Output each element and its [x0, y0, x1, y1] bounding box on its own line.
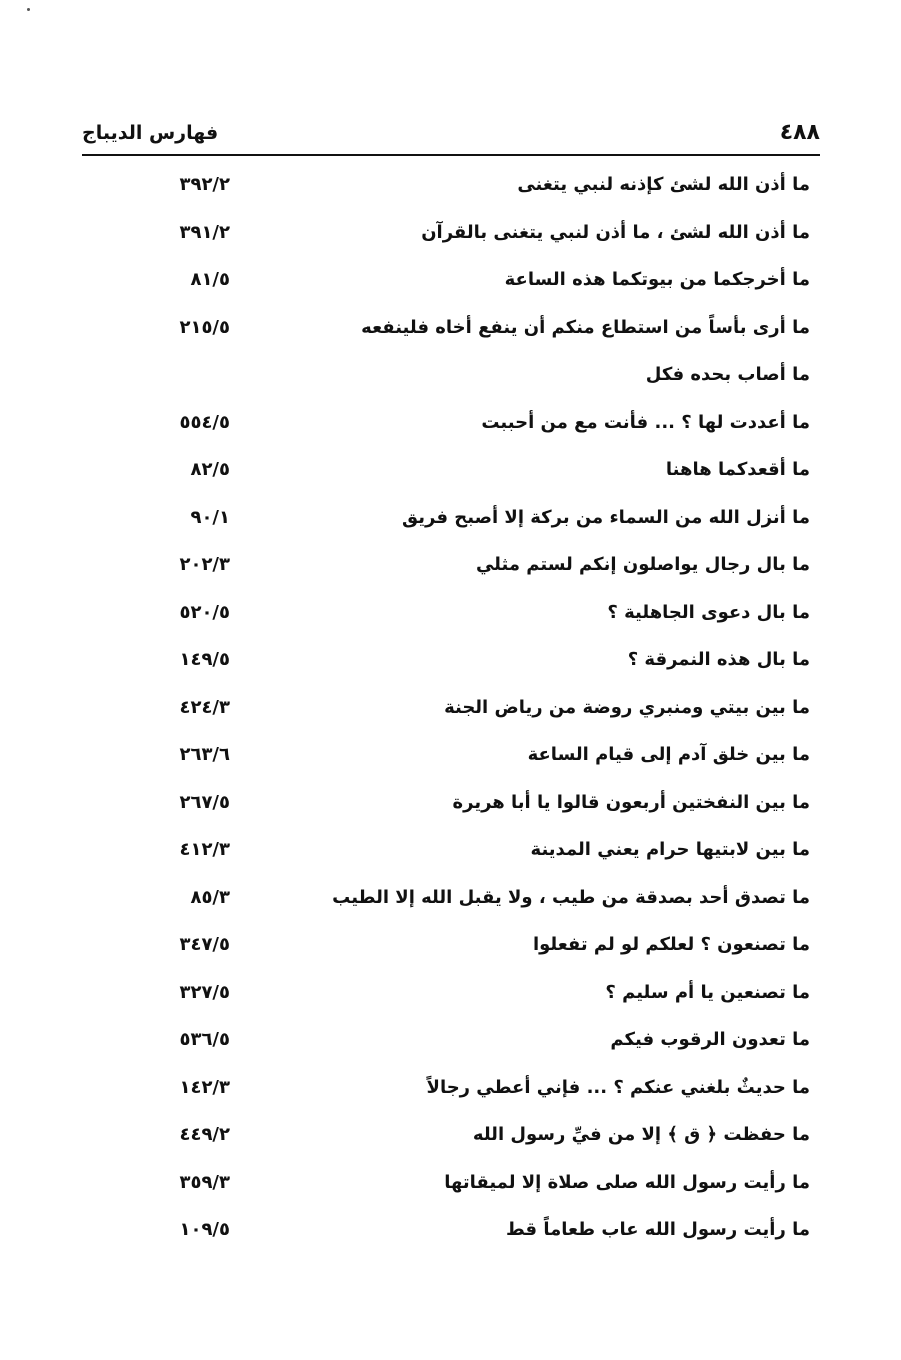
entry-text: ما بين لابتيها حرام يعني المدينة [530, 839, 810, 860]
running-title: فهارس الديباج [82, 122, 219, 144]
entry-reference: ٥٥٤/٥ [179, 411, 230, 433]
index-entry [110, 784, 810, 832]
entry-reference: ٨١/٥ [190, 269, 230, 290]
index-entry [110, 1164, 810, 1212]
index-entry [110, 974, 810, 1022]
entry-text: ما أصاب بحده فكل [645, 364, 810, 385]
entry-reference: ٨٢/٥ [190, 459, 230, 480]
entry-text: ما تصدق أحد بصدقة من طيب ، ولا يقبل الله إلا الطيب [332, 886, 810, 908]
entry-reference: ٤٤٩/٢ [179, 1124, 230, 1145]
entry-reference: ٢٠٢/٣ [179, 554, 230, 575]
index-entry [110, 356, 810, 404]
index-entry [110, 594, 810, 642]
index-entry [110, 499, 810, 547]
page-number: ٤٨٨ [779, 120, 820, 145]
entry-text: ما بال هذه النمرقة ؟ [627, 649, 810, 670]
index-entry [110, 309, 810, 357]
entry-text: ما تعدون الرقوب فيكم [610, 1029, 810, 1050]
index-entry [110, 879, 810, 927]
entry-reference: ١٤٩/٥ [179, 649, 230, 670]
entry-text: ما أذن الله لشئ كإذنه لنبي يتغنى [517, 174, 810, 195]
entry-text: ما رأيت رسول الله صلى صلاة إلا لميقاتها [444, 1171, 810, 1193]
entry-reference: ٣٩٢/٢ [179, 174, 230, 195]
entry-text: ما تصنعين يا أم سليم ؟ [605, 981, 810, 1003]
entry-reference: ٢١٥/٥ [179, 316, 230, 338]
index-entry [110, 214, 810, 262]
entry-text: ما بين خلق آدم إلى قيام الساعة [527, 744, 810, 765]
entry-reference: ٥٢٠/٥ [179, 601, 230, 623]
index-entry [110, 1069, 810, 1117]
index-entry [110, 926, 810, 974]
index-entry [110, 1116, 810, 1164]
index-entry [110, 261, 810, 309]
index-entry [110, 641, 810, 689]
entry-text: ما تصنعون ؟ لعلكم لو لم تفعلوا [532, 934, 810, 955]
entry-reference: ٢٦٣/٦ [179, 744, 230, 765]
entry-reference: ٥٣٦/٥ [179, 1029, 230, 1050]
entry-text: ما بال دعوى الجاهلية ؟ [607, 601, 810, 623]
entry-text: ما بين النفختين أربعون قالوا يا أبا هريرة [452, 791, 810, 813]
entry-text: ما أذن الله لشئ ، ما أذن لنبي يتغنى بالقرآن [421, 221, 810, 243]
entry-text: ما أرى بأساً من استطاع منكم أن ينفع أخاه فلينفعه [361, 316, 810, 338]
entry-text: ما أنزل الله من السماء من بركة إلا أصبح فريق [402, 506, 810, 528]
entry-reference: ٣٤٧/٥ [179, 934, 230, 955]
page-header [82, 120, 820, 150]
entry-text: ما حفظت ﴿ ق ﴾ إلا من فيِّ رسول الله [472, 1124, 810, 1145]
index-entry [110, 831, 810, 879]
index-entry [110, 1021, 810, 1069]
index-entry [110, 404, 810, 452]
scan-speck [27, 8, 30, 11]
index-entries-list [110, 166, 810, 1259]
entry-text: ما أخرجكما من بيوتكما هذه الساعة [504, 269, 810, 290]
entry-reference: ١٠٩/٥ [179, 1219, 230, 1240]
index-entry [110, 546, 810, 594]
index-entry [110, 689, 810, 737]
entry-reference: ٣٩١/٢ [179, 221, 230, 243]
header-divider [82, 154, 820, 156]
entry-text: ما بين بيتي ومنبري روضة من رياض الجنة [444, 696, 810, 718]
entry-reference: ٩٠/١ [190, 506, 230, 528]
index-entry [110, 1211, 810, 1259]
entry-text: ما أعددت لها ؟ ... فأنت مع من أحببت [481, 411, 810, 433]
entry-reference: ٤٢٤/٣ [179, 696, 230, 718]
index-entry [110, 451, 810, 499]
entry-text: ما حديثٌ بلغني عنكم ؟ ... فإني أعطي رجالاً [426, 1076, 810, 1098]
entry-text: ما رأيت رسول الله عاب طعاماً قط [506, 1219, 810, 1240]
entry-reference: ٤١٢/٣ [179, 839, 230, 860]
index-entry [110, 736, 810, 784]
entry-text: ما بال رجال يواصلون إنكم لستم مثلي [475, 554, 810, 575]
entry-reference: ٣٢٧/٥ [179, 981, 230, 1003]
entry-reference: ٣٥٩/٣ [179, 1171, 230, 1193]
index-entry [110, 166, 810, 214]
entry-reference: ٢٦٧/٥ [179, 791, 230, 813]
entry-reference: ١٤٢/٣ [179, 1076, 230, 1098]
entry-text: ما أقعدكما هاهنا [665, 459, 810, 480]
entry-reference: ٨٥/٣ [190, 886, 230, 908]
